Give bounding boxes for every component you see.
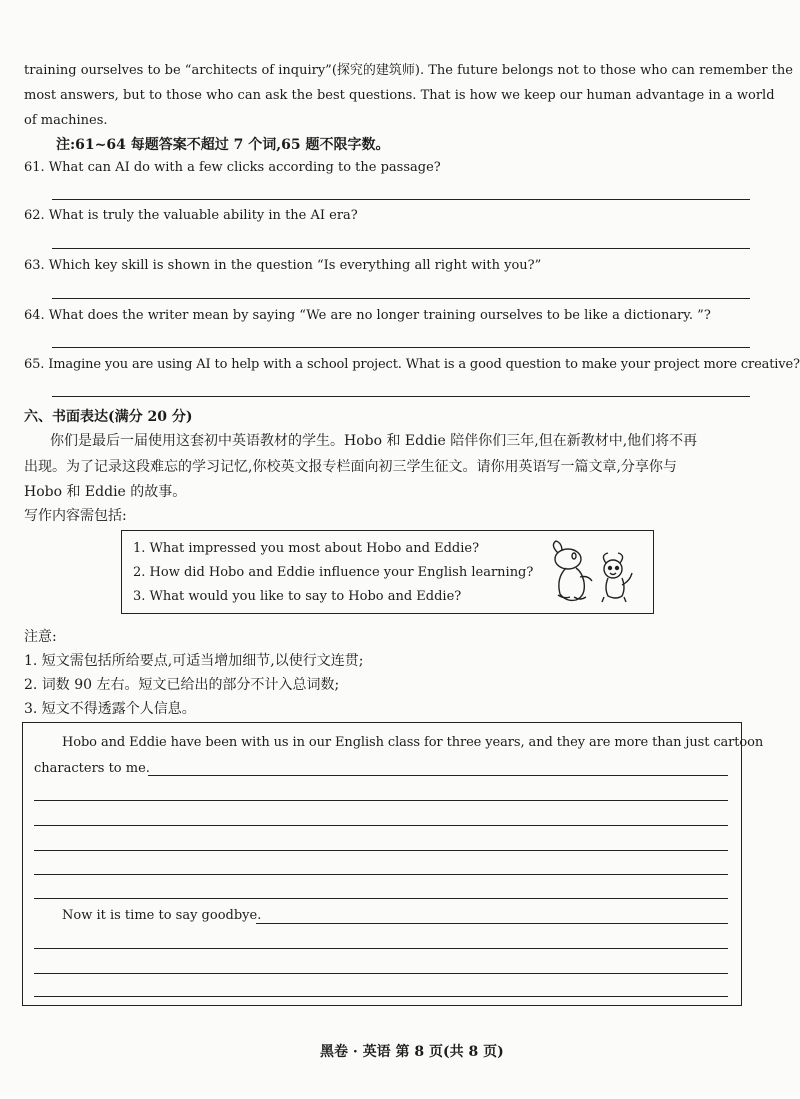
intro-line-1: 你们是最后一届使用这套初中英语教材的学生。Hobo 和 Eddie 陪伴你们三年,但在新教材中,他们将不再 (50, 433, 698, 449)
question-61: 61. What can AI do with a few clicks according to the passage? (24, 160, 441, 175)
essay-end-start: Now it is time to say goodbye. (62, 908, 262, 923)
notes-label: 注意: (24, 629, 57, 645)
answer-line-65[interactable] (52, 396, 750, 397)
content-label: 写作内容需包括: (24, 508, 127, 524)
note-2: 2. 词数 90 左右。短文已给出的部分不计入总词数; (24, 677, 340, 693)
intro-line-3: Hobo 和 Eddie 的故事。 (24, 484, 187, 500)
writing-line-10[interactable] (34, 996, 728, 997)
question-62: 62. What is truly the valuable ability in the AI era? (24, 208, 358, 223)
passage-line-3: of machines. (24, 113, 108, 128)
note-1: 1. 短文需包括所给要点,可适当增加细节,以使行文连贯; (24, 653, 364, 669)
writing-line-5[interactable] (34, 874, 728, 875)
prompt-3: 3. What would you like to say to Hobo and Eddie? (133, 589, 462, 604)
answer-line-64[interactable] (52, 347, 750, 348)
writing-line-2[interactable] (34, 800, 728, 801)
answer-line-63[interactable] (52, 298, 750, 299)
writing-line-9[interactable] (34, 973, 728, 974)
prompt-box (121, 530, 654, 614)
writing-line-3[interactable] (34, 825, 728, 826)
passage-line-1: training ourselves to be “architects of inquiry”(探究的建筑师). The future belongs not to those who can remember the (24, 63, 793, 78)
writing-line-7[interactable] (256, 923, 728, 924)
writing-line-6[interactable] (34, 898, 728, 899)
intro-line-2: 出现。为了记录这段难忘的学习记忆,你校英文报专栏面向初三学生征文。请你用英语写一篇文章,分享你与 (24, 459, 677, 475)
answer-note: 注:61~64 每题答案不超过 7 个词,65 题不限字数。 (56, 137, 390, 153)
writing-line-4[interactable] (34, 850, 728, 851)
question-65: 65. Imagine you are using AI to help with a school project. What is a good question to make your project more creative? (24, 357, 800, 372)
answer-line-61[interactable] (52, 199, 750, 200)
section-heading: 六、书面表达(满分 20 分) (24, 409, 193, 425)
essay-start-line-2: characters to me. (34, 761, 150, 776)
note-3: 3. 短文不得透露个人信息。 (24, 701, 196, 717)
writing-line-1[interactable] (148, 775, 728, 776)
passage-line-2: most answers, but to those who can ask the best questions. That is how we keep our human advantage in a world (24, 88, 775, 103)
writing-line-8[interactable] (34, 948, 728, 949)
answer-line-62[interactable] (52, 248, 750, 249)
prompt-1: 1. What impressed you most about Hobo and Eddie? (133, 541, 480, 556)
page-footer: 黑卷 · 英语 第 8 页(共 8 页) (320, 1044, 504, 1060)
question-64: 64. What does the writer mean by saying “We are no longer training ourselves to be like a dictionary. ”? (24, 308, 711, 323)
prompt-2: 2. How did Hobo and Eddie influence your English learning? (133, 565, 534, 580)
hobo-eddie-cartoon-icon (540, 537, 640, 607)
question-63: 63. Which key skill is shown in the question “Is everything all right with you?” (24, 258, 542, 273)
essay-start-line-1: Hobo and Eddie have been with us in our English class for three years, and they are more than just cartoon (62, 735, 764, 750)
